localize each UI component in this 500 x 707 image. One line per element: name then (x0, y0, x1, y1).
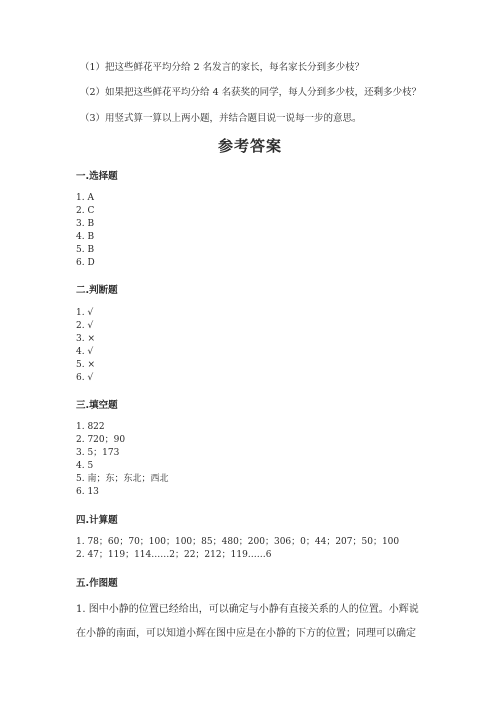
section-heading-drawing: 五.作图题 (76, 578, 118, 589)
answer-line: 5. 南；东；东北；西北 (76, 474, 169, 484)
answer-line: 2. C (76, 206, 95, 216)
answer-title: 参考答案 (217, 137, 282, 155)
section-heading-judgement: 二.判断题 (76, 285, 118, 296)
answer-line: 1. 78；60；70；100；100；85；480；200；306；0；44；207；50；100 (76, 537, 400, 547)
section-heading-calc: 四.计算题 (76, 515, 118, 526)
answer-line: 4. √ (76, 347, 94, 357)
section-heading-fill: 三.填空题 (76, 400, 118, 411)
question-1: （1）把这些鲜花平均分给 2 名发言的家长，每名家长分到多少枝？ (80, 62, 365, 73)
answer-line: 3. × (76, 334, 95, 344)
answer-line: 2. 720；90 (76, 435, 126, 445)
answer-paragraph-line: 1. 图中小静的位置已经给出，可以确定与小静有直接关系的人的位置。小辉说 (76, 604, 419, 615)
answer-line: 6. √ (76, 373, 94, 383)
answer-line: 4. B (76, 232, 95, 242)
question-3: （3）用竖式算一算以上两小题，并结合题目说一说每一步的意思。 (80, 113, 362, 124)
answer-line: 5. B (76, 245, 95, 255)
answer-paragraph-line: 在小静的南面，可以知道小辉在图中应是在小静的下方的位置；同理可以确定 (76, 628, 416, 639)
answer-line: 3. B (76, 219, 95, 229)
answer-line: 2. √ (76, 321, 94, 331)
answer-line: 4. 5 (76, 461, 94, 471)
answer-line: 6. 13 (76, 487, 99, 497)
answer-line: 1. √ (76, 308, 94, 318)
answer-line: 1. 822 (76, 422, 105, 432)
section-heading-choice: 一.选择题 (76, 171, 118, 182)
answer-line: 5. × (76, 360, 95, 370)
answer-line: 1. A (76, 193, 94, 203)
answer-line: 3. 5；173 (76, 448, 120, 458)
answer-line: 2. 47；119；114……2；22；212；119……6 (76, 550, 272, 560)
question-2: （2）如果把这些鲜花平均分给 4 名获奖的同学，每人分到多少枝，还剩多少枝？ (80, 87, 422, 98)
answer-line: 6. D (76, 258, 95, 268)
